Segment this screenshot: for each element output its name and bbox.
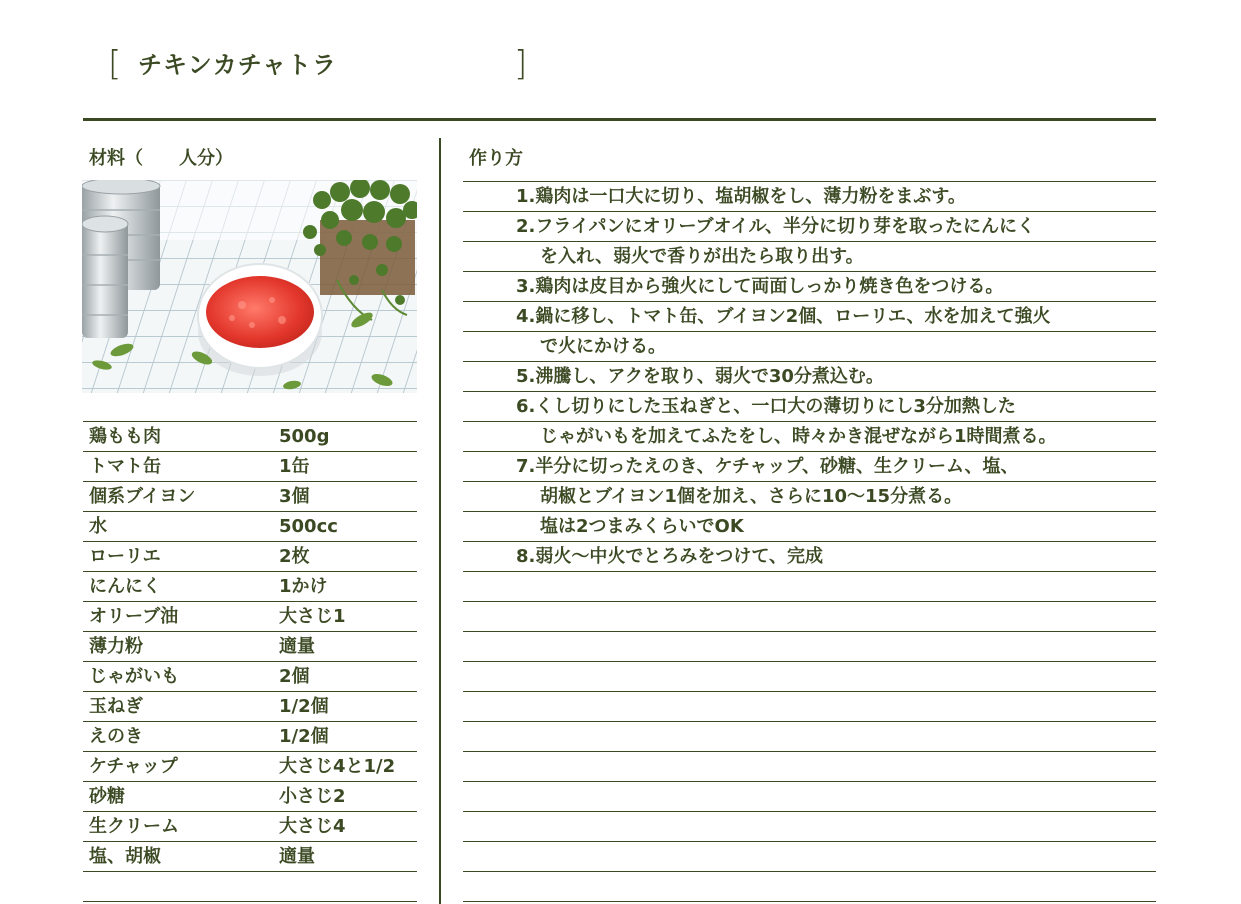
method-line-blank [463,571,1156,601]
method-heading: 作り方 [469,148,523,169]
ingredient-row [83,811,417,841]
ingredient-qty: 適量 [279,636,315,657]
ingredient-row [83,721,417,751]
ingredient-row [83,601,417,631]
method-line-blank [463,631,1156,661]
method-line-blank [463,871,1156,902]
method-line: 塩は2つまみくらいでOK [463,511,1156,541]
method-line: 4.鍋に移し、トマト缶、ブイヨン2個、ローリエ、水を加えて強火 [463,301,1156,331]
ingredient-name: にんにく [89,576,161,597]
method-line: 8.弱火～中火でとろみをつけて、完成 [463,541,1156,571]
ingredient-name: オリーブ油 [89,606,179,627]
ingredient-row [83,421,417,451]
ingredient-qty: 1かけ [279,576,328,597]
method-line-blank [463,841,1156,871]
ingredient-qty: 2枚 [279,546,310,567]
ingredient-row [83,841,417,871]
column-divider [439,138,441,904]
method-line: 3.鶏肉は皮目から強火にして両面しっかり焼き色をつける。 [463,271,1156,301]
method-line: 1.鶏肉は一口大に切り、塩胡椒をし、薄力粉をまぶす。 [463,181,1156,211]
ingredient-name: 塩、胡椒 [89,846,161,867]
ingredients-list [83,421,417,902]
method-line-blank [463,781,1156,811]
ingredient-row [83,571,417,601]
method-line: 2.フライパンにオリーブオイル、半分に切り芽を取ったにんにく [463,211,1156,241]
method-line-blank [463,691,1156,721]
method-list [463,181,1156,902]
ingredient-row-blank [83,871,417,902]
ingredient-row [83,661,417,691]
ingredient-name: 玉ねぎ [89,696,143,717]
ingredient-name: えのき [89,726,143,747]
ingredient-qty: 小さじ2 [279,786,346,807]
method-line: 5.沸騰し、アクを取り、弱火で30分煮込む。 [463,361,1156,391]
method-line: 7.半分に切ったえのき、ケチャップ、砂糖、生クリーム、塩、 [463,451,1156,481]
method-line-blank [463,661,1156,691]
ingredient-row [83,691,417,721]
ingredient-qty: 3個 [279,486,310,507]
method-line-blank [463,721,1156,751]
ingredient-row [83,751,417,781]
ingredient-name: 薄力粉 [89,636,143,657]
ingredient-name: 水 [89,516,107,537]
ingredient-row [83,781,417,811]
method-line-blank [463,751,1156,781]
method-line: を入れ、弱火で香りが出たら取り出す。 [463,241,1156,271]
method-line-blank [463,811,1156,841]
method-line: 胡椒とブイヨン1個を加え、さらに10～15分煮る。 [463,481,1156,511]
ingredient-row [83,631,417,661]
ingredient-qty: 1/2個 [279,696,329,717]
ingredient-name: ケチャップ [89,756,178,777]
ingredient-name: 鶏もも肉 [89,426,161,447]
ingredient-qty: 大さじ4 [279,816,346,837]
ingredient-qty: 適量 [279,846,315,867]
dish-photo [82,180,417,393]
ingredient-qty: 大さじ4と1/2 [279,756,396,777]
title-bracket-close: ] [514,44,528,84]
method-line: 6.くし切りにした玉ねぎと、一口大の薄切りにし3分加熱した [463,391,1156,421]
ingredient-qty: 大さじ1 [279,606,346,627]
title-divider [83,118,1156,121]
ingredient-name: 砂糖 [89,786,125,807]
ingredient-name: 生クリーム [89,816,179,837]
ingredients-heading: 材料（ 人分） [89,148,233,169]
ingredient-qty: 1/2個 [279,726,329,747]
ingredient-qty: 500g [279,426,330,447]
ingredient-row [83,451,417,481]
ingredient-qty: 500cc [279,516,338,537]
ingredient-name: じゃがいも [89,666,179,687]
method-line: じゃがいもを加えてふたをし、時々かき混ぜながら1時間煮る。 [463,421,1156,451]
method-line-blank [463,601,1156,631]
ingredient-row [83,541,417,571]
ingredient-qty: 2個 [279,666,310,687]
ingredient-name: ローリエ [89,546,161,567]
method-line: で火にかける。 [463,331,1156,361]
ingredient-row [83,511,417,541]
ingredient-name: 個系ブイヨン [89,486,196,507]
ingredient-name: トマト缶 [89,456,161,477]
ingredient-qty: 1缶 [279,456,310,477]
title-bracket-open: [ [108,44,122,84]
recipe-title: チキンカチャトラ [138,51,338,79]
ingredient-row [83,481,417,511]
